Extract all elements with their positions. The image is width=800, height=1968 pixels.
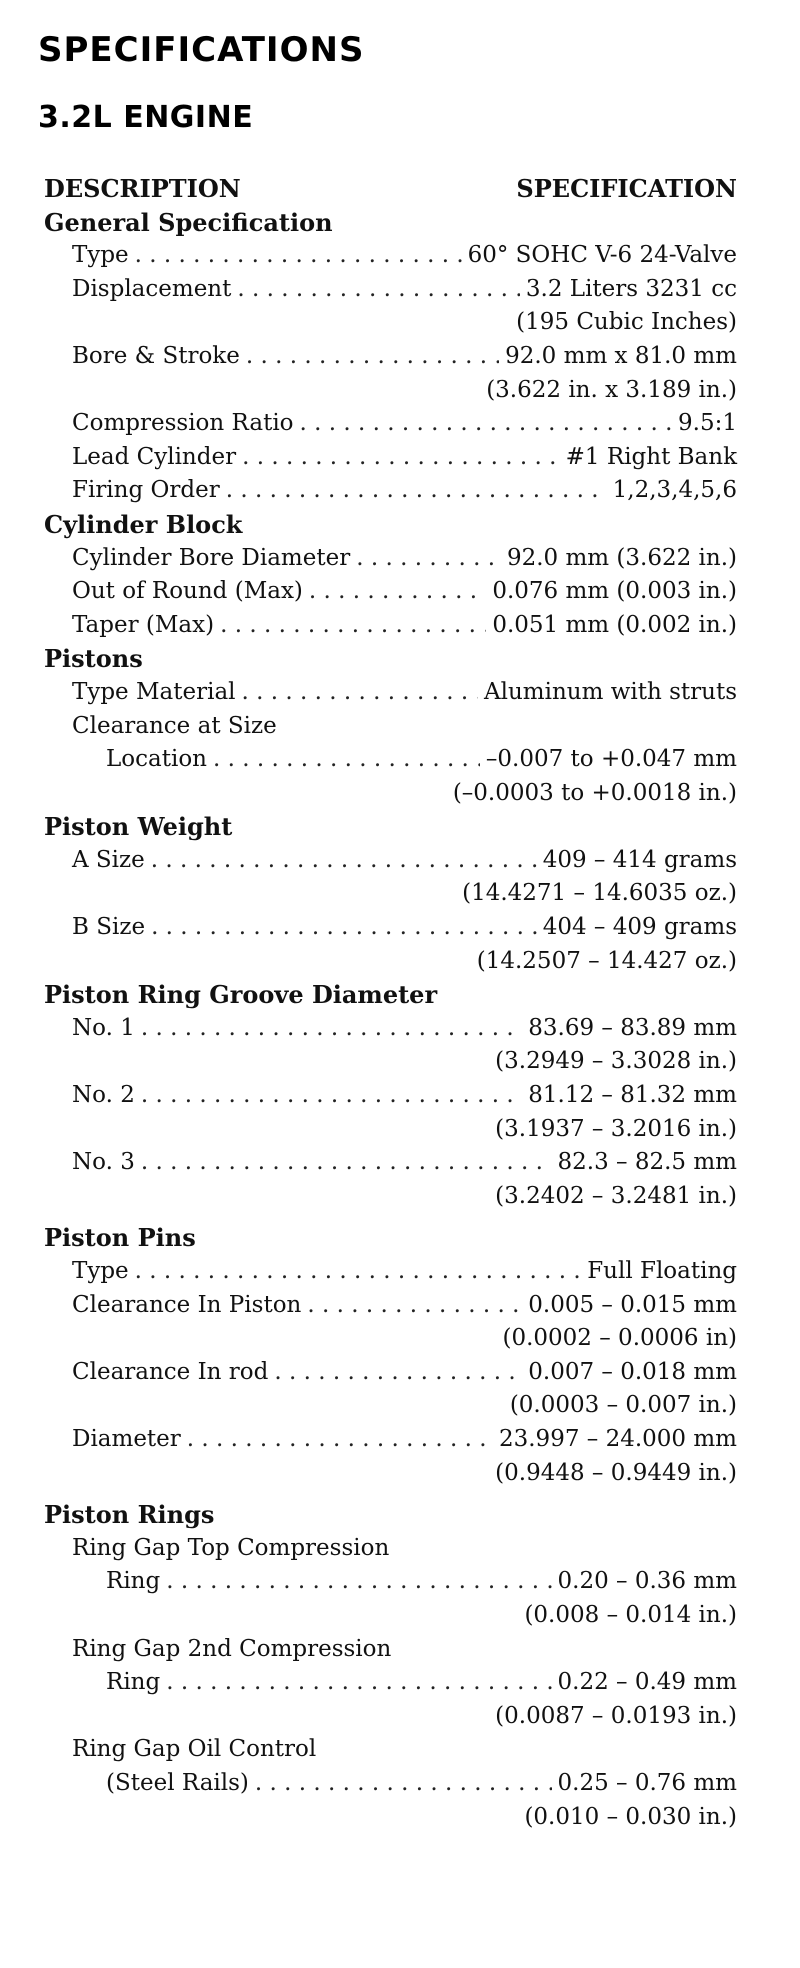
section-heading: Pistons [44, 644, 143, 674]
spec-value: 0.20 – 0.36 mm [557, 1568, 737, 1595]
spec-row [44, 407, 737, 441]
column-header-row [44, 172, 737, 206]
dot-leader [309, 575, 486, 609]
spec-row [44, 1012, 737, 1046]
section-heading: Piston Pins [44, 1223, 196, 1253]
spec-value: 9.5:1 [678, 410, 737, 437]
spec-value-secondary: (14.2507 – 14.427 oz.) [476, 947, 737, 974]
spec-value: 82.3 – 82.5 mm [557, 1149, 737, 1176]
section-heading: Piston Rings [44, 1500, 215, 1530]
spec-label: Clearance In Piston [72, 1291, 302, 1318]
dot-leader [135, 239, 462, 273]
spec-row [44, 575, 737, 609]
spec-value: 81.12 – 81.32 mm [528, 1082, 737, 1109]
spec-label: A Size [72, 846, 145, 873]
spec-row [44, 474, 737, 508]
spec-value: –0.007 to +0.047 mm [485, 746, 737, 773]
spec-value: 0.076 mm (0.003 in.) [492, 578, 737, 605]
dot-leader [356, 542, 501, 576]
spec-value: 0.22 – 0.49 mm [557, 1669, 737, 1696]
spec-value-secondary: (14.4271 – 14.6035 oz.) [462, 880, 737, 907]
dot-leader [220, 609, 486, 643]
dot-leader [141, 1146, 552, 1180]
spec-value-secondary: (3.622 in. x 3.189 in.) [486, 376, 737, 403]
spec-row [44, 911, 737, 945]
dot-leader [255, 1767, 552, 1801]
spec-value: 3.2 Liters 3231 cc [525, 275, 737, 302]
page-title: SPECIFICATIONS [38, 30, 365, 70]
spec-value-secondary: (0.9448 – 0.9449 in.) [495, 1459, 737, 1486]
section-gap [44, 1213, 737, 1221]
spec-label: Firing Order [72, 477, 220, 504]
section-heading: Piston Weight [44, 812, 233, 842]
spec-label: No. 1 [72, 1014, 135, 1041]
spec-label: Compression Ratio [72, 410, 294, 437]
dot-leader [274, 1356, 522, 1390]
spec-label-row: Ring Gap 2nd Compression [72, 1635, 392, 1662]
spec-value-secondary: (3.2949 – 3.3028 in.) [495, 1048, 737, 1075]
spec-row [44, 1423, 737, 1457]
spec-value: Aluminum with struts [484, 678, 737, 705]
spec-value: 0.005 – 0.015 mm [528, 1291, 737, 1318]
dot-leader [242, 441, 560, 475]
spec-row [44, 340, 737, 374]
spec-row [44, 609, 737, 643]
spec-row [44, 1146, 737, 1180]
dot-leader [141, 1079, 522, 1113]
spec-value-secondary: (0.0087 – 0.0193 in.) [495, 1702, 737, 1729]
section-heading: Piston Ring Groove Diameter [44, 980, 438, 1010]
spec-label: Diameter [72, 1425, 181, 1452]
dot-leader [166, 1666, 551, 1700]
spec-label: Location [106, 746, 207, 773]
spec-row [44, 1666, 737, 1700]
spec-label: Lead Cylinder [72, 443, 237, 470]
spec-value-secondary: (0.008 – 0.014 in.) [524, 1601, 737, 1628]
spec-value: 404 – 409 grams [542, 914, 737, 941]
column-header-description: DESCRIPTION [44, 174, 241, 203]
spec-value: #1 Right Bank [565, 443, 737, 470]
section-heading: Cylinder Block [44, 509, 243, 539]
dot-leader [242, 676, 478, 710]
spec-value: 23.997 – 24.000 mm [498, 1425, 737, 1452]
specification-table [44, 172, 737, 1834]
dot-leader [187, 1423, 493, 1457]
spec-label: Ring [106, 1568, 161, 1595]
spec-value-secondary: (195 Cubic Inches) [516, 309, 737, 336]
dot-leader [213, 743, 480, 777]
spec-value-secondary: (–0.0003 to +0.0018 in.) [452, 779, 737, 806]
spec-row [44, 273, 737, 307]
dot-leader [307, 1289, 522, 1323]
column-header-specification: SPECIFICATION [516, 174, 737, 203]
spec-value-secondary: (3.2402 – 3.2481 in.) [495, 1182, 737, 1209]
spec-label: Type [72, 1258, 129, 1284]
spec-label: Out of Round (Max) [72, 578, 303, 605]
spec-label: (Steel Rails) [106, 1769, 249, 1796]
engine-subtitle: 3.2L ENGINE [38, 100, 254, 135]
spec-value-secondary: (0.010 – 0.030 in.) [524, 1803, 737, 1830]
spec-row [44, 1255, 737, 1289]
spec-value: 0.007 – 0.018 mm [528, 1358, 737, 1385]
spec-value: 60° SOHC V-6 24-Valve [467, 242, 737, 269]
spec-row [44, 1565, 737, 1599]
section-heading: General Specification [44, 207, 333, 237]
dot-leader [135, 1255, 582, 1289]
dot-leader [166, 1565, 551, 1599]
section-gap [44, 1490, 737, 1498]
spec-label: Displacement [72, 275, 232, 302]
spec-value: 92.0 mm (3.622 in.) [506, 544, 737, 571]
spec-value: 0.25 – 0.76 mm [557, 1769, 737, 1796]
spec-label: Type [72, 242, 129, 269]
spec-row [44, 1356, 737, 1390]
dot-leader [237, 273, 520, 307]
dot-leader [246, 340, 499, 374]
spec-row [44, 542, 737, 576]
spec-label: Cylinder Bore Diameter [72, 544, 351, 571]
spec-value-secondary: (0.0002 – 0.0006 in) [502, 1325, 737, 1352]
spec-label-row: Ring Gap Top Compression [72, 1534, 390, 1561]
dot-leader [226, 474, 607, 508]
spec-label: Ring [106, 1669, 161, 1696]
spec-label-row: Ring Gap Oil Control [72, 1736, 317, 1763]
spec-value: 1,2,3,4,5,6 [612, 477, 737, 504]
spec-value: 83.69 – 83.89 mm [528, 1014, 737, 1041]
spec-value: 409 – 414 grams [542, 846, 737, 873]
spec-row [44, 239, 737, 273]
spec-value: Full Floating [587, 1258, 737, 1284]
spec-label: B Size [72, 914, 146, 941]
spec-row [44, 441, 737, 475]
spec-label: No. 3 [72, 1149, 135, 1176]
spec-value: 0.051 mm (0.002 in.) [492, 611, 737, 638]
spec-row [44, 844, 737, 878]
spec-label: Taper (Max) [72, 611, 215, 638]
spec-row [44, 743, 737, 777]
spec-row [44, 1767, 737, 1801]
spec-value: 92.0 mm x 81.0 mm [505, 342, 737, 369]
dot-leader [151, 911, 537, 945]
spec-row [44, 1079, 737, 1113]
spec-value-secondary: (3.1937 – 3.2016 in.) [495, 1115, 737, 1142]
spec-label: No. 2 [72, 1082, 135, 1109]
spec-value-secondary: (0.0003 – 0.007 in.) [509, 1392, 737, 1419]
dot-leader [300, 407, 673, 441]
spec-label: Type Material [72, 678, 236, 705]
spec-label: Bore & Stroke [72, 342, 240, 369]
spec-label: Clearance In rod [72, 1358, 269, 1385]
spec-label-row: Clearance at Size [72, 712, 277, 739]
dot-leader [141, 1012, 522, 1046]
spec-row [44, 676, 737, 710]
spec-row [44, 1289, 737, 1323]
dot-leader [151, 844, 537, 878]
